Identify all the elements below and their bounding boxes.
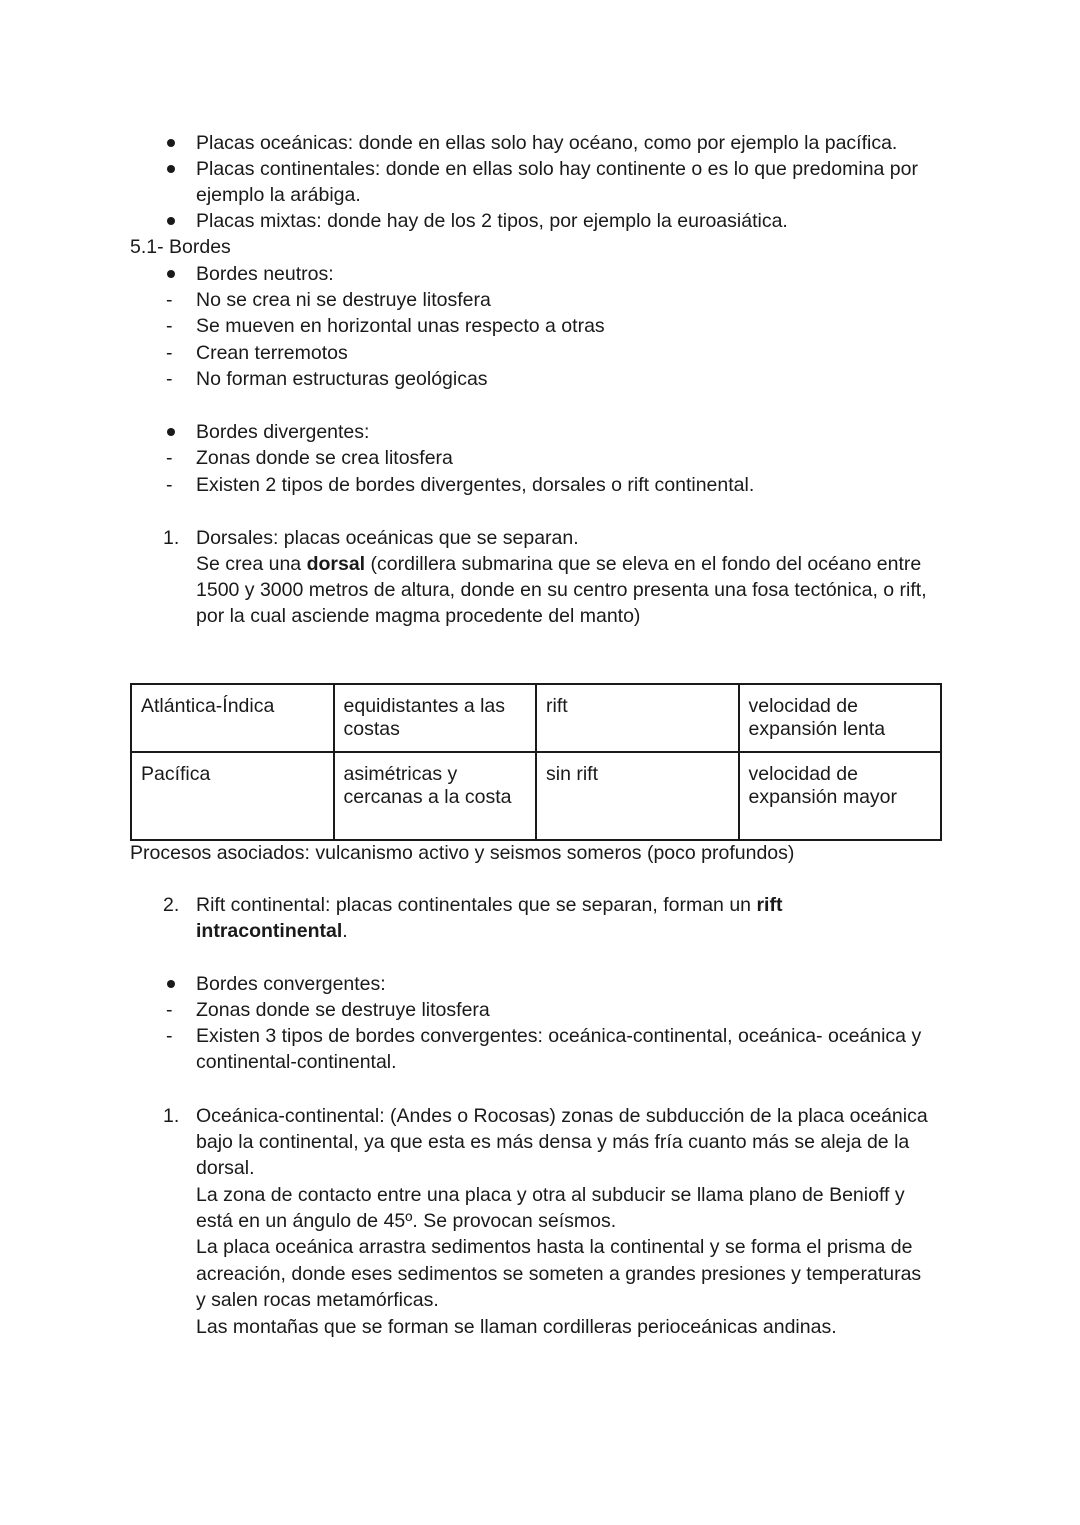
bold-term: dorsal <box>306 553 366 575</box>
dash-icon: - <box>166 289 173 311</box>
neutral-item: No forman estructuras geológicas <box>196 368 488 390</box>
oc-cont-line: bajo la continental, ya que esta es más densa y más fría cuanto más se aleja de la <box>196 1131 910 1153</box>
convergent-types: continental-continental. <box>196 1051 397 1073</box>
bullet-icon <box>167 270 175 278</box>
table-cell <box>334 684 537 752</box>
text: Rift continental: placas continentales que se separan, forman un <box>196 894 757 916</box>
bullet-icon <box>167 980 175 988</box>
oc-cont-line: y salen rocas metamórficas. <box>196 1289 439 1311</box>
oc-cont-line: La placa oceánica arrastra sedimentos hasta la continental y se forma el prisma de <box>196 1236 913 1258</box>
dorsales-line: 1500 y 3000 metros de altura, donde en su centro presenta una fosa tectónica, o rift, <box>196 579 927 601</box>
table-cell <box>536 752 739 840</box>
cell-text: Pacífica <box>141 763 211 785</box>
plate-type-mixed: Placas mixtas: donde hay de los 2 tipos, por ejemplo la euroasiática. <box>196 210 788 232</box>
dash-icon: - <box>166 447 173 469</box>
table-cell <box>131 752 334 840</box>
cell-text: velocidad de <box>748 695 858 717</box>
section-heading: 5.1- Bordes <box>130 236 231 258</box>
dash-icon: - <box>166 999 173 1021</box>
dash-icon: - <box>166 342 173 364</box>
list-number: 1. <box>163 527 180 549</box>
text: (cordillera submarina que se eleva en el fondo del océano entre <box>365 553 922 575</box>
dash-icon: - <box>166 474 173 496</box>
divergent-item: Zonas donde se crea litosfera <box>196 447 453 469</box>
neutral-item: Crean terremotos <box>196 342 348 364</box>
oc-cont-line: La zona de contacto entre una placa y otra al subducir se llama plano de Benioff y <box>196 1184 905 1206</box>
bullet-icon <box>167 428 175 436</box>
cell-text: Atlántica-Índica <box>141 695 275 717</box>
rift-line <box>196 892 782 918</box>
cell-text: velocidad de <box>748 763 858 785</box>
convergent-item: Zonas donde se destruye litosfera <box>196 999 490 1021</box>
dorsal-comparison-table <box>130 683 942 841</box>
table-cell <box>334 752 537 840</box>
text: Se crea una <box>196 553 307 575</box>
table-row <box>131 684 941 752</box>
table-cell <box>739 684 942 752</box>
bullet-icon <box>167 165 175 173</box>
oc-cont-line: Las montañas que se forman se llaman cordilleras perioceánicas andinas. <box>196 1316 837 1338</box>
cell-text: expansión lenta <box>748 718 886 740</box>
cell-text: expansión mayor <box>748 786 897 808</box>
dorsales-line <box>196 551 921 577</box>
list-number: 1. <box>163 1105 180 1127</box>
cell-text: cercanas a la costa <box>343 786 512 808</box>
neutral-item: No se crea ni se destruye litosfera <box>196 289 491 311</box>
dash-icon: - <box>166 315 173 337</box>
dorsales-line: Dorsales: placas oceánicas que se separan. <box>196 527 579 549</box>
oc-cont-line: está en un ángulo de 45º. Se provocan seísmos. <box>196 1210 617 1232</box>
convergent-title: Bordes convergentes: <box>196 973 386 995</box>
plate-type-oceanic: Placas oceánicas: donde en ellas solo hay océano, como por ejemplo la pacífica. <box>196 132 898 154</box>
list-number: 2. <box>163 894 180 916</box>
cell-text: equidistantes a las <box>343 695 506 717</box>
table-cell <box>536 684 739 752</box>
cell-text: asimétricas y <box>343 763 458 785</box>
dorsales-line: por la cual asciende magma procedente del manto) <box>196 605 641 627</box>
dash-icon: - <box>166 368 173 390</box>
table-cell <box>739 752 942 840</box>
cell-text: costas <box>343 718 400 740</box>
divergent-item: Existen 2 tipos de bordes divergentes, dorsales o rift continental. <box>196 474 755 496</box>
rift-line <box>196 918 348 944</box>
processes-text: Procesos asociados: vulcanismo activo y seismos someros (poco profundos) <box>130 842 795 864</box>
bullet-icon <box>167 139 175 147</box>
dash-icon: - <box>166 1025 173 1047</box>
plate-type-continental: Placas continentales: donde en ellas solo hay continente o es lo que predomina por <box>196 158 918 180</box>
divergent-title: Bordes divergentes: <box>196 421 370 443</box>
convergent-types: Existen 3 tipos de bordes convergentes: oceánica-continental, oceánica- oceánica y <box>196 1025 922 1047</box>
neutral-item: Se mueven en horizontal unas respecto a otras <box>196 315 605 337</box>
oc-cont-line: Oceánica-continental: (Andes o Rocosas) zonas de subducción de la placa oceánica <box>196 1105 928 1127</box>
bold-term: intracontinental <box>196 920 343 942</box>
cell-text: sin rift <box>546 763 599 785</box>
table-cell <box>131 684 334 752</box>
cell-text: rift <box>546 695 568 717</box>
table-row <box>131 752 941 840</box>
plate-type-continental-cont: ejemplo la arábiga. <box>196 184 361 206</box>
bold-term: rift <box>756 894 783 916</box>
text: . <box>342 920 348 942</box>
oc-cont-line: acreación, donde eses sedimentos se someten a grandes presiones y temperaturas <box>196 1263 922 1285</box>
bullet-icon <box>167 217 175 225</box>
neutral-title: Bordes neutros: <box>196 263 334 285</box>
oc-cont-line: dorsal. <box>196 1157 255 1179</box>
